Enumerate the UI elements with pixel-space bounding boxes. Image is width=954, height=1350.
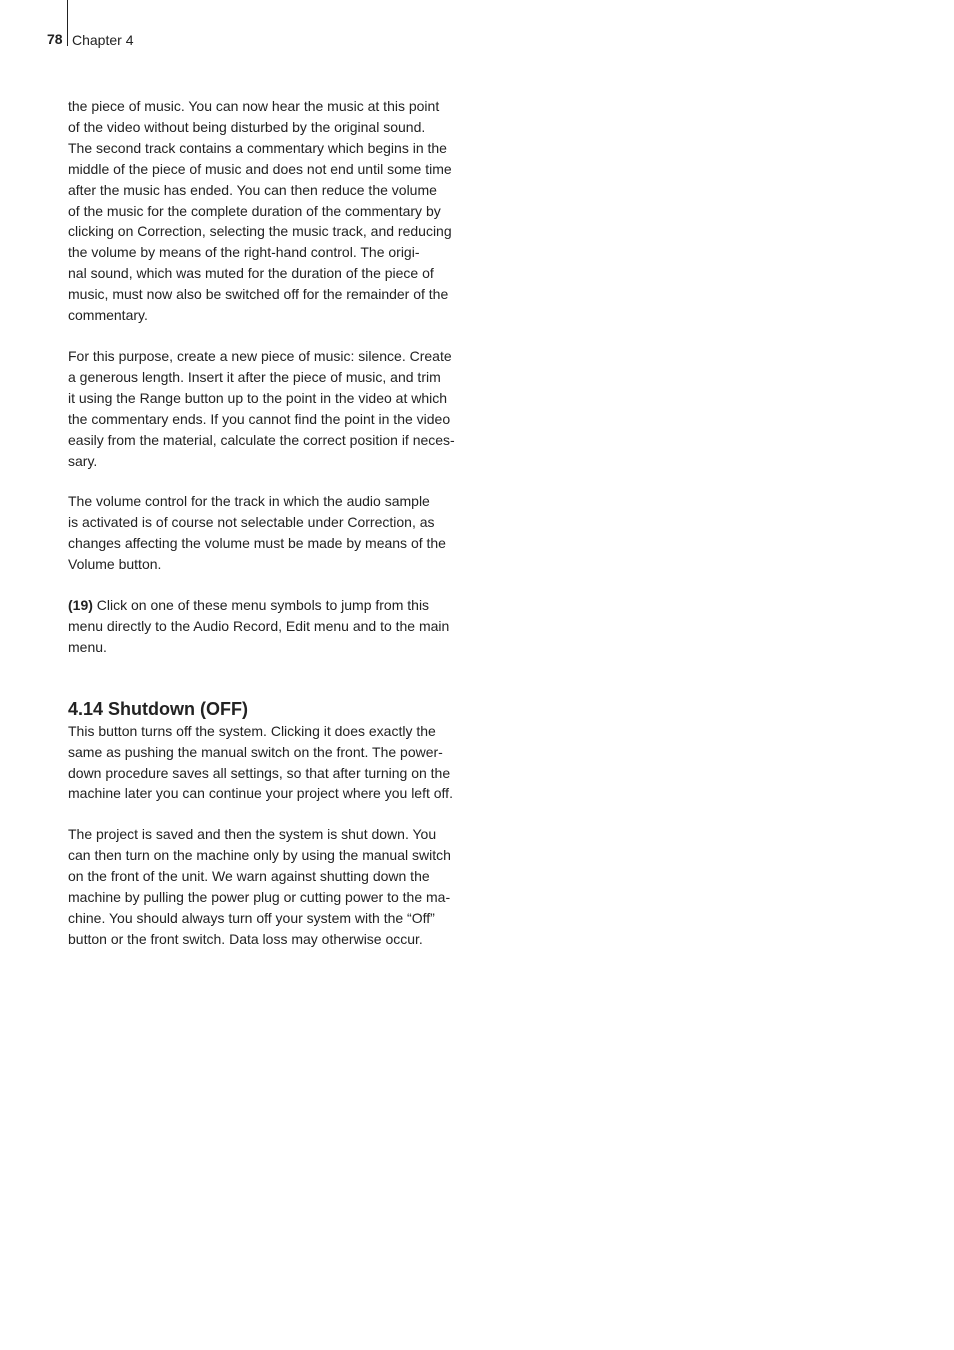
- text-line: it using the Range button up to the point in the video at which: [68, 389, 448, 406]
- text-line: down procedure saves all settings, so that after turning on the: [68, 764, 451, 781]
- text-line: the commentary ends. If you cannot find the point in the video: [68, 410, 451, 427]
- text-line: easily from the material, calculate the correct position if neces-: [68, 431, 455, 448]
- header-divider: [67, 0, 68, 46]
- text-line: For this purpose, create a new piece of music: silence. Create: [68, 347, 452, 364]
- text-line: middle of the piece of music and does not end until some time: [68, 160, 452, 177]
- text-line: the volume by means of the right-hand control. The origi-: [68, 244, 420, 261]
- text-line: machine by pulling the power plug or cutting power to the ma-: [68, 889, 451, 906]
- chapter-label: Chapter 4: [72, 32, 134, 48]
- text-line: machine later you can continue your project where you left off.: [68, 785, 453, 802]
- text-line: of the video without being disturbed by the original sound.: [68, 118, 426, 135]
- text-line: clicking on Correction, selecting the music track, and reducing: [68, 223, 452, 240]
- text-line: chine. You should always turn off your system with the “Off”: [68, 910, 435, 926]
- text-line: of the music for the complete duration of the commentary by: [68, 202, 441, 219]
- text-line: The second track contains a commentary which begins in the: [68, 139, 447, 156]
- reference-number: (19): [68, 597, 93, 614]
- text-line: the piece of music. You can now hear the music at this point: [68, 98, 440, 114]
- text-line: menu.: [68, 638, 107, 655]
- text-fragment: Click on one of these menu symbols to jump from this: [92, 597, 430, 614]
- text-line: commentary.: [68, 307, 148, 324]
- paragraph-silence: [68, 346, 488, 471]
- text-line: can then turn on the machine only by using the manual switch: [68, 847, 451, 864]
- text-line: on the front of the unit. We warn against shutting down the: [68, 868, 430, 885]
- text-line: button or the front switch. Data loss may otherwise occur.: [68, 930, 423, 947]
- text-line: The project is saved and then the system is shut down. You: [68, 826, 437, 843]
- text-line: a generous length. Insert it after the piece of music, and trim: [68, 368, 441, 385]
- text-line: menu directly to the Audio Record, Edit menu and to the main: [68, 617, 450, 634]
- text-line: after the music has ended. You can then reduce the volume: [68, 181, 437, 198]
- paragraph-music-commentary: [68, 96, 488, 326]
- body-text: [68, 96, 488, 970]
- text-line: is activated is of course not selectable under Correction, as: [68, 514, 435, 531]
- text-line: This button turns off the system. Clicking it does exactly the: [68, 722, 436, 739]
- paragraph-menu-symbols: [68, 595, 488, 658]
- section-heading: 4.14 Shutdown (OFF): [68, 698, 248, 719]
- text-line: same as pushing the manual switch on the front. The power-: [68, 743, 443, 760]
- text-line: changes affecting the volume must be made by means of the: [68, 535, 446, 552]
- paragraph-volume-control: [68, 491, 488, 575]
- text-line: The volume control for the track in which the audio sample: [68, 493, 430, 510]
- paragraph-shutdown-button: [68, 721, 488, 805]
- page-number: 78: [47, 31, 63, 47]
- text-line: sary.: [68, 452, 98, 469]
- text-line: Volume button.: [68, 556, 162, 573]
- text-line: nal sound, which was muted for the duration of the piece of: [68, 265, 434, 282]
- text-line: music, must now also be switched off for the remainder of the: [68, 286, 449, 303]
- paragraph-shutdown-warning: [68, 824, 488, 949]
- text-line: [68, 595, 488, 616]
